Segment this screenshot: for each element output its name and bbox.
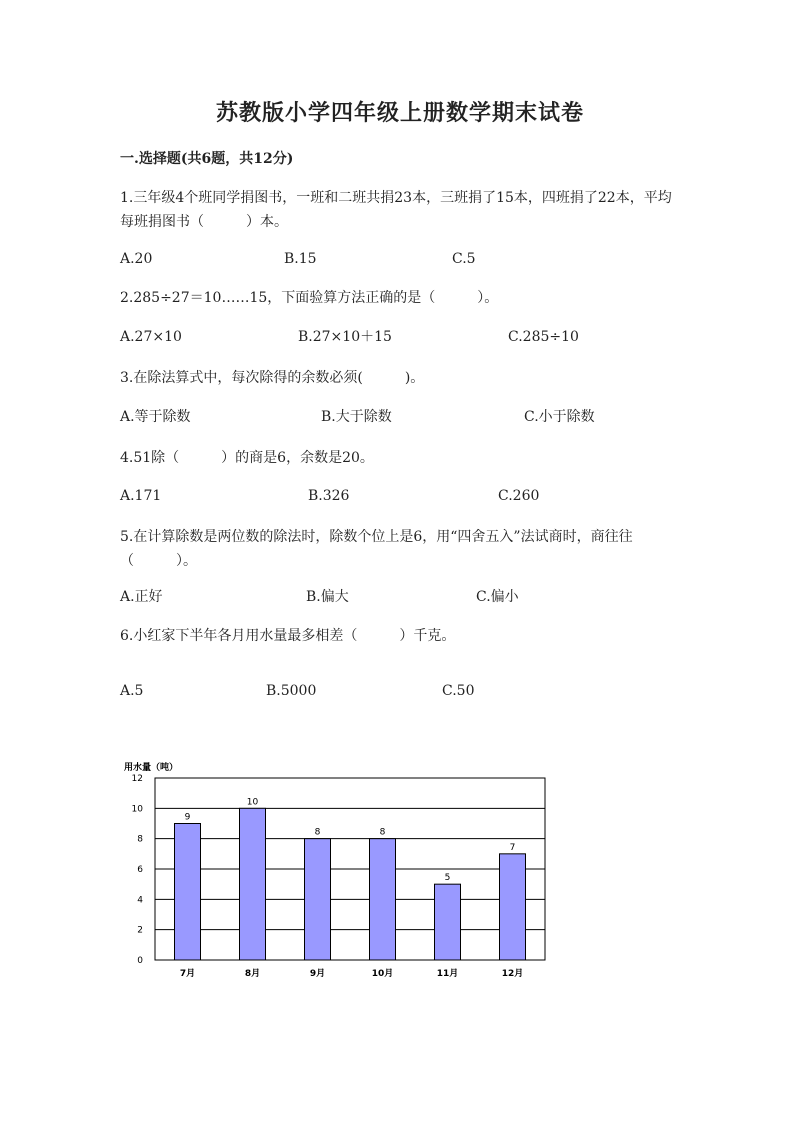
bar [435,884,461,960]
x-tick-label: 10月 [371,969,394,979]
section-heading: 一.选择题(共6题，共12分) [120,151,294,167]
bar [370,839,396,960]
x-tick-label: 7月 [179,969,196,979]
question-6: 6.小红家下半年各月用水量最多相差（ ）千克。 [120,628,456,644]
bar-data-label: 8 [379,827,386,838]
question-4: 4.51除（ ）的商是6，余数是20。 [120,450,374,466]
bar [500,854,526,960]
question-1: 1.三年级4个班同学捐图书，一班和二班共捐23本，三班捐了15本，四班捐了22本，平均每班捐图书（ ）本。 [120,190,672,230]
x-tick-label: 8月 [244,969,261,979]
q4-option-c[interactable]: C.260 [498,488,540,504]
bar-data-label: 8 [314,827,321,838]
bar [305,839,331,960]
bar-data-label: 10 [246,797,259,808]
y-tick-label: 10 [131,804,143,815]
x-tick-label: 12月 [501,969,524,979]
y-tick-label: 6 [137,865,143,875]
x-tick-label: 11月 [436,969,459,979]
page-title: 苏教版小学四年级上册数学期末试卷 [215,100,584,126]
q2-option-c[interactable]: C.285÷10 [508,329,579,345]
bar [175,824,201,961]
question-2: 2.285÷27＝10……15，下面验算方法正确的是（ ）。 [120,290,499,306]
y-tick-label: 0 [137,956,143,966]
chart-svg [110,756,560,986]
q1-option-b[interactable]: B.15 [284,251,317,267]
q5-option-b[interactable]: B.偏大 [306,589,349,605]
q5-option-a[interactable]: A.正好 [120,589,163,605]
bar [240,808,266,960]
q4-option-b[interactable]: B.326 [308,488,350,504]
y-axis-label: 用水量（吨） [124,763,179,773]
question-3: 3.在除法算式中，每次除得的余数必须( )。 [120,370,425,386]
q6-option-b[interactable]: B.5000 [266,683,317,699]
q1-option-a[interactable]: A.20 [120,251,153,267]
bar-data-label: 7 [509,842,516,853]
q3-option-b[interactable]: B.大于除数 [321,409,392,425]
q5-option-c[interactable]: C.偏小 [476,589,519,605]
y-tick-label: 12 [131,774,143,784]
q4-option-a[interactable]: A.171 [120,488,162,504]
q1-option-c[interactable]: C.5 [452,251,476,267]
water-usage-chart [110,756,560,986]
q2-option-a[interactable]: A.27×10 [120,329,182,345]
x-tick-label: 9月 [309,969,326,979]
y-tick-label: 8 [137,834,143,845]
q3-option-a[interactable]: A.等于除数 [120,409,191,425]
bar-data-label: 5 [444,873,451,884]
q6-option-a[interactable]: A.5 [120,683,144,699]
q2-option-b[interactable]: B.27×10＋15 [298,329,392,345]
question-5: 5.在计算除数是两位数的除法时，除数个位上是6，用“四舍五入”法试商时，商往往（ ）。 [120,529,633,569]
bar-data-label: 9 [184,812,191,823]
y-tick-label: 4 [137,895,143,906]
y-tick-label: 2 [137,925,143,936]
q3-option-c[interactable]: C.小于除数 [524,409,595,425]
q6-option-c[interactable]: C.50 [442,683,475,699]
